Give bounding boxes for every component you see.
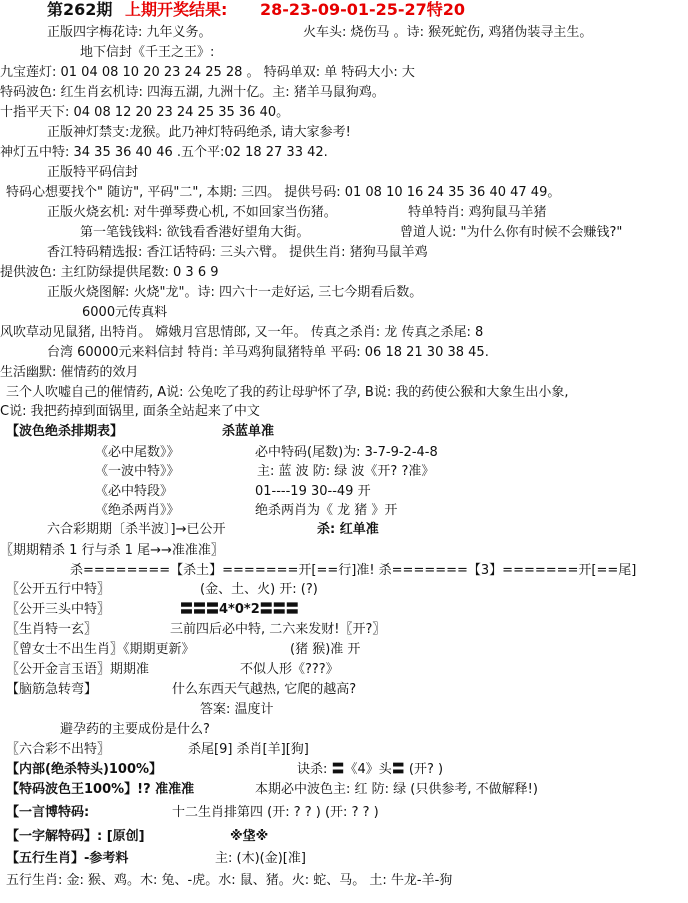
kill-two-value: 绝杀两肖为《 龙 猪 》开 bbox=[255, 503, 398, 518]
hongkong-pick-line: 香江特码精选报: 香江话特码: 三头六臂。 提供生肖: 猪狗马鼠羊鸡 bbox=[47, 245, 428, 260]
one-wave-value: 主: 蓝 波 防: 绿 波《开? ?准》 bbox=[257, 464, 435, 479]
kill-two-label: 《绝杀两肖》》 bbox=[95, 503, 180, 518]
half-wave-line: 六合彩期期〔杀半波〕]→已公开 bbox=[47, 522, 226, 537]
sure-segment-value: 01----19 30--49 开 bbox=[255, 484, 371, 499]
header-result-numbers: 28-23-09-01-25-27特20 bbox=[260, 0, 466, 19]
brain-teaser-answer: 答案: 温度计 bbox=[200, 702, 274, 717]
golden-words-value: 不似人形《???》 bbox=[240, 662, 339, 677]
fire-picture-line: 正版火烧图解: 火烧"龙"。诗: 四六十一走好运, 三七今期看后数。 bbox=[47, 285, 423, 300]
special-wish-line: 特码心想要找个" 随访", 平码"二", 本期: 三四。 提供号码: 01 08 10 16 24 35 36 40 47 49。 bbox=[6, 185, 561, 200]
zodiac-mystery-value: 三前四后必中特, 二六来发财!〖开?〗 bbox=[170, 622, 386, 637]
inner-kill-label: 【内部(绝杀特头)100%】 bbox=[6, 762, 163, 777]
lotus-lamp-line: 九宝莲灯: 01 04 08 10 20 23 24 25 28 。 特码单双: 单 特码大小: 大 bbox=[0, 65, 415, 80]
taoist-says-line: 曾道人说: "为什么你有时候不会赚钱?" bbox=[400, 225, 623, 240]
special-envelope-title: 正版特平码信封 bbox=[47, 165, 139, 180]
color-king-label: 【特码波色王100%】!? 准准准 bbox=[6, 782, 195, 797]
color-tail-line: 提供波色: 主红防绿提供尾数: 0 3 6 9 bbox=[0, 265, 219, 280]
golden-words-label: 〖公开金言玉语〗期期准 bbox=[6, 662, 150, 677]
three-head-label: 〖公开三头中特〗 bbox=[6, 602, 111, 617]
humor-text-1: 三个人吹嘘自己的催情药, A说: 公兔吃了我的药让母驴怀了孕, B说: 我的药使公猴和大象生出小象, bbox=[6, 385, 569, 400]
taiwan-envelope-line: 台湾 60000元来料信封 特肖: 羊马鸡狗鼠猪特单 平码: 06 18 21 30 38 45. bbox=[47, 345, 489, 360]
ms-tsang-label: 〖曾女士不出生肖〗《期期更新》 bbox=[6, 642, 195, 657]
humor-text-2: C说: 我把药掉到面锅里, 面条全站起来了中文 bbox=[0, 404, 260, 419]
plum-poem-line: 正版四字梅花诗: 九年义务。 bbox=[47, 25, 212, 40]
one-char-value: ※垡※ bbox=[230, 829, 269, 844]
one-word-bet-value: 十二生肖排第四 (开: ? ? ) (开: ? ? ) bbox=[172, 805, 379, 820]
fax-material-title: 6000元传真料 bbox=[82, 305, 168, 320]
five-element-value: (金、土、火) 开: (?) bbox=[200, 582, 318, 597]
one-word-bet-label: 【一言博特码: bbox=[6, 805, 90, 820]
sure-segment-label: 《必中特段》 bbox=[95, 484, 174, 499]
period-kill-title: 〖期期精杀 1 行与杀 1 尾→→准准准〗 bbox=[0, 543, 224, 558]
color-kill-table-title: 【波色绝杀排期表】 bbox=[6, 424, 124, 439]
one-wave-label: 《一波中特》》 bbox=[95, 464, 180, 479]
magic-lamp-ban-line: 正版神灯禁支:龙猴。此乃神灯特码绝杀, 请大家参考! bbox=[47, 125, 351, 140]
brain-teaser-question: 什么东西天气越热, 它爬的越高? bbox=[172, 682, 357, 697]
no-special-label: 〖六合彩不出特〗 bbox=[6, 742, 111, 757]
brain-teaser-label: 【脑筋急转弯】 bbox=[6, 682, 98, 697]
pill-question: 避孕药的主要成份是什么? bbox=[60, 722, 210, 737]
kill-row-line: 杀========【杀土】=======开[==行]准! 杀=======【3】=======开[==尾] bbox=[70, 563, 637, 578]
header-issue: 第262期 bbox=[47, 0, 113, 19]
color-king-value: 本期必中波色主: 红 防: 绿 (只供参考, 不做解释!) bbox=[255, 782, 538, 797]
kill-blue-single: 杀蓝单准 bbox=[222, 424, 275, 439]
five-zodiac-label: 【五行生肖】-参考料 bbox=[6, 851, 129, 866]
zodiac-mystery-label: 〖生肖特一玄〗 bbox=[6, 622, 98, 637]
secret-envelope-title: 地下信封《千王之王》: bbox=[80, 45, 215, 60]
header-result-label: 上期开奖结果: bbox=[125, 0, 228, 19]
five-zodiac-value: 主: (木)(金)[准] bbox=[215, 851, 306, 866]
wind-grass-line: 风吹草动见鼠猪, 出特肖。 嫦娥月宫思情郎, 又一年。 传真之杀肖: 龙 传真之杀尾: 8 bbox=[0, 325, 484, 340]
first-money-line: 第一笔钱钱料: 欲钱看香港好望角大街。 bbox=[80, 225, 310, 240]
train-head-line: 火车头: 烧伤马 。诗: 猴死蛇伤, 鸡猪伪装寻主生。 bbox=[303, 25, 593, 40]
three-head-value: 〓〓〓4*0*2〓〓〓 bbox=[180, 602, 299, 617]
five-element-label: 〖公开五行中特〗 bbox=[6, 582, 111, 597]
kill-red-single: 杀: 红单准 bbox=[317, 522, 379, 537]
fire-riddle-line: 正版火烧玄机: 对牛弹琴费心机, 不如回家当伤猪。 bbox=[47, 205, 337, 220]
sure-tail-value: 必中特码(尾数)为: 3-7-9-2-4-8 bbox=[255, 445, 438, 460]
sure-tail-label: 《必中尾数》》 bbox=[95, 445, 180, 460]
inner-kill-value: 诀杀: 〓《4》头〓 (开? ) bbox=[297, 762, 444, 777]
no-special-value: 杀尾[9] 杀肖[羊][狗] bbox=[188, 742, 309, 757]
one-char-label: 【一字解特码】: [原创] bbox=[6, 829, 145, 844]
magic-lamp-five-line: 神灯五中特: 34 35 36 40 46 .五个平:02 18 27 33 42. bbox=[0, 145, 328, 160]
ms-tsang-value: (猪 猴)准 开 bbox=[290, 642, 361, 657]
five-zodiac-list: 五行生肖: 金: 猴、鸡。木: 兔、-虎。水: 鼠、猪。火: 蛇、马。 土: 牛龙-羊-狗 bbox=[6, 873, 453, 888]
special-single-line: 特单特肖: 鸡狗鼠马羊猪 bbox=[408, 205, 547, 220]
color-riddle-line: 特码波色: 红生肖玄机诗: 四海五湖, 九洲十亿。主: 猪羊马鼠狗鸡。 bbox=[0, 85, 385, 100]
ten-fingers-line: 十指平天下: 04 08 12 20 23 24 25 35 36 40。 bbox=[0, 105, 290, 120]
humor-title: 生活幽默: 催情药的效月 bbox=[0, 365, 139, 380]
